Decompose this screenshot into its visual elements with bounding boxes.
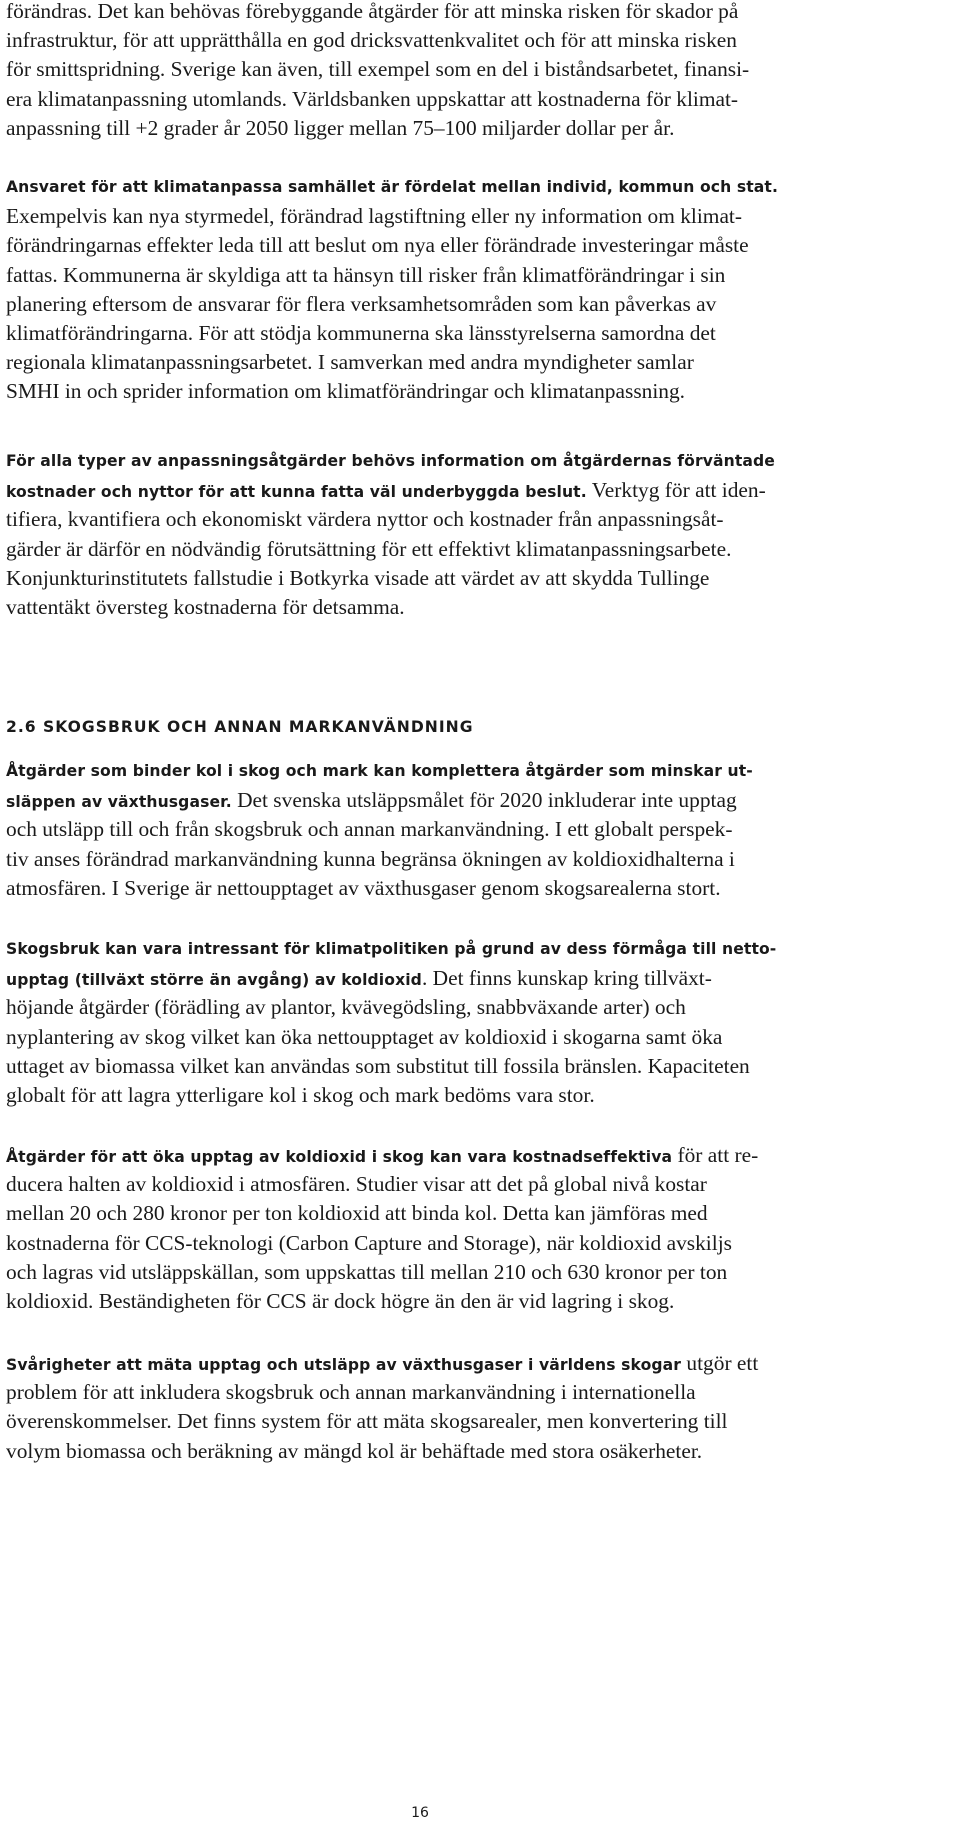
text-line: problem för att inkludera skogsbruk och annan markanvändning i internationella (6, 1380, 696, 1405)
text-line: anpassning till +2 grader år 2050 ligger mellan 75–100 miljarder dollar per år. (6, 115, 675, 140)
text-line: koldioxid. Beständigheten för CCS är dock högre än den är vid lagring i skog. (6, 1288, 675, 1313)
text-line: era klimatanpassning utomlands. Världsbanken uppskattar att kostnaderna för klimat- (6, 86, 739, 111)
text-line: infrastruktur, för att upprätthålla en god dricksvattenkvalitet och för att minska risken (6, 28, 737, 53)
paragraph-skogsbruk (6, 935, 946, 1110)
paragraph-lead: kostnader och nyttor för att kunna fatta väl underbyggda beslut. (6, 483, 587, 502)
text-run: Verktyg för att iden- (586, 478, 766, 503)
paragraph-lead: Skogsbruk kan vara intressant för klimatpolitiken på grund av dess förmåga till netto- (6, 940, 777, 958)
text-line (6, 1141, 946, 1170)
paragraph-intro (6, 0, 946, 143)
text-line: för smittspridning. Sverige kan även, till exempel som en del i biståndsarbetet, finansi- (6, 57, 750, 82)
text-line: och utsläpp till och från skogsbruk och annan markanvändning. I ett globalt perspek- (6, 817, 733, 842)
text-line (6, 476, 946, 505)
paragraph-ansvar (6, 173, 946, 407)
text-line: tifiera, kvantifiera och ekonomiskt värdera nyttor och kostnader från anpassningsåt- (6, 507, 724, 532)
paragraph-lead: upptag (tillväxt större än avgång) av koldioxid (6, 971, 422, 990)
text-run: utgör ett (681, 1351, 759, 1375)
text-line: fattas. Kommunerna är skyldiga att ta hänsyn till risker från klimatförändringar i sin (6, 262, 726, 287)
text-line: förändringarnas effekter leda till att beslut om nya eller förändrade investeringar måste (6, 233, 749, 258)
text-line: mellan 20 och 280 kronor per ton koldioxid att binda kol. Detta kan jämföras med (6, 1201, 708, 1226)
text-run: för att re- (672, 1143, 759, 1167)
text-line: förändras. Det kan behövas förebyggande åtgärder för att minska risken för skador på (6, 0, 739, 23)
text-line: regionala klimatanpassningsarbetet. I samverkan med andra myndigheter samlar (6, 350, 694, 375)
text-line: volym biomassa och beräkning av mängd kol är behäftade med stora osäkerheter. (6, 1438, 703, 1463)
text-line (6, 786, 946, 815)
paragraph-kol (6, 757, 946, 903)
paragraph-lead: släppen av växthusgaser. (6, 793, 232, 812)
text-line: atmosfären. I Sverige är nettoupptaget av växthusgaser genom skogsarealerna stort. (6, 875, 721, 900)
paragraph-anpassning (6, 447, 946, 622)
text-line: globalt för att lagra ytterligare kol i skog och mark bedöms vara stor. (6, 1082, 595, 1107)
text-line (6, 1349, 946, 1378)
text-line: nyplantering av skog vilket kan öka nettoupptaget av koldioxid i skogarna samt öka (6, 1024, 723, 1049)
text-line: Exempelvis kan nya styrmedel, förändrad lagstiftning eller ny information om klimat- (6, 204, 743, 229)
text-line: vattentäkt översteg kostnaderna för detsamma. (6, 594, 405, 619)
text-line (6, 964, 946, 993)
paragraph-kostnad (6, 1141, 946, 1316)
text-line: tiv anses förändrad markanvändning kunna begränsa ökningen av koldioxidhalterna i (6, 846, 735, 871)
text-line: planering eftersom de ansvarar för flera verksamhetsområden som kan påverkas av (6, 291, 717, 316)
paragraph-lead: Ansvaret för att klimatanpassa samhället är fördelat mellan individ, kommun och stat. (6, 178, 778, 196)
text-run: . Det finns kunskap kring tillväxt- (421, 966, 712, 991)
text-line: och lagras vid utsläppskällan, som uppskattas till mellan 210 och 630 kronor per ton (6, 1259, 728, 1284)
text-line: Konjunkturinstitutets fallstudie i Botkyrka visade att värdet av att skydda Tullinge (6, 565, 710, 590)
text-run: Det svenska utsläppsmålet för 2020 inkluderar inte upptag (231, 788, 737, 813)
text-line: uttaget av biomassa vilket kan användas som substitut till fossila bränslen. Kapaciteten (6, 1053, 750, 1078)
page-number: 16 (411, 1805, 429, 1821)
section-heading: 2.6 SKOGSBRUK OCH ANNAN MARKANVÄNDNING (6, 718, 474, 736)
paragraph-lead: För alla typer av anpassningsåtgärder behövs information om åtgärdernas förväntade (6, 452, 775, 470)
text-line: klimatförändringarna. För att stödja kommunerna ska länsstyrelserna samordna det (6, 320, 716, 345)
text-line: SMHI in och sprider information om klimatförändringar och klimatanpassning. (6, 379, 686, 404)
paragraph-lead: Åtgärder som binder kol i skog och mark kan komplettera åtgärder som minskar ut- (6, 762, 753, 780)
text-line: kostnaderna för CCS-teknologi (Carbon Capture and Storage), när koldioxid avskiljs (6, 1230, 732, 1255)
paragraph-lead: Åtgärder för att öka upptag av koldioxid i skog kan vara kostnadseffektiva (6, 1148, 673, 1166)
paragraph-svarighet (6, 1349, 946, 1466)
paragraph-lead: Svårigheter att mäta upptag och utsläpp av växthusgaser i världens skogar (6, 1356, 682, 1374)
text-line: höjande åtgärder (förädling av plantor, kvävegödsling, snabbväxande arter) och (6, 995, 686, 1020)
text-line: gärder är därför en nödvändig förutsättning för ett effektivt klimatanpassningsarbete. (6, 536, 732, 561)
text-line: överenskommelser. Det finns system för att mäta skogsarealer, men konvertering till (6, 1409, 728, 1434)
text-line: ducera halten av koldioxid i atmosfären. Studier visar att det på global nivå kostar (6, 1172, 707, 1197)
